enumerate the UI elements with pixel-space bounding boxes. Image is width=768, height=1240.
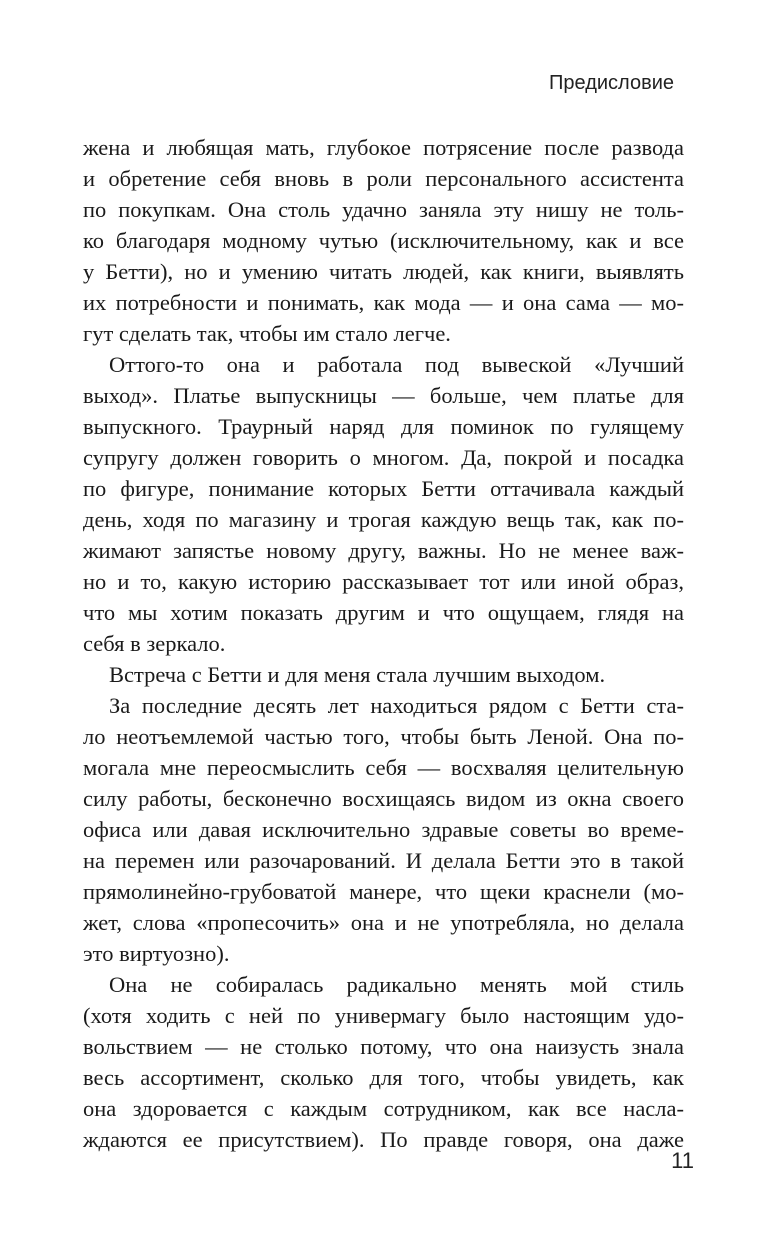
text-line: ко благодаря модному чутью (исключительному, как и все [83, 228, 684, 253]
text-line: прямолинейно-грубоватой манере, что щеки краснели (мо- [83, 879, 684, 904]
text-line: ждаются ее присутствием). По правде говоря, она даже [83, 1127, 684, 1152]
text-line: день, ходя по магазину и трогая каждую вещь так, как по- [83, 507, 684, 532]
text-line: жет, слова «пропесочить» она и не употребляла, но делала [83, 910, 684, 935]
text-line: их потребности и понимать, как мода — и она сама — мо- [83, 290, 684, 315]
paragraph [83, 349, 684, 659]
text-line: ло неотъемлемой частью того, чтобы быть Леной. Она по- [83, 724, 684, 749]
text-line: гут сделать так, чтобы им стало легче. [83, 321, 451, 346]
text-line: она здоровается с каждым сотрудником, как все насла- [83, 1096, 684, 1121]
paragraph [83, 969, 684, 1155]
body-text [83, 132, 684, 1155]
text-line: офиса или давая исключительно здравые советы во време- [83, 817, 684, 842]
text-line: но и то, какую историю рассказывает тот или иной образ, [83, 569, 684, 594]
text-line: выход». Платье выпускницы — больше, чем платье для [83, 383, 684, 408]
paragraph [83, 132, 684, 349]
text-line: силу работы, бесконечно восхищаясь видом из окна своего [83, 786, 684, 811]
text-line: это виртуозно). [83, 941, 230, 966]
text-line: Встреча с Бетти и для меня стала лучшим выходом. [109, 662, 606, 687]
text-line: жимают запястье новому другу, важны. Но не менее важ- [83, 538, 684, 563]
text-line: по фигуре, понимание которых Бетти оттачивала каждый [83, 476, 684, 501]
text-line: вольствием — не столько потому, что она наизусть знала [83, 1034, 684, 1059]
text-line: Оттого-то она и работала под вывеской «Лучший [109, 352, 684, 377]
text-line: могала мне переосмыслить себя — восхваляя целительную [83, 755, 684, 780]
text-line: жена и любящая мать, глубокое потрясение после развода [83, 135, 684, 160]
paragraph [83, 690, 684, 969]
text-line: (хотя ходить с ней по универмагу было настоящим удо- [83, 1003, 684, 1028]
text-line: по покупкам. Она столь удачно заняла эту нишу не толь- [83, 197, 684, 222]
text-line: на перемен или разочарований. И делала Бетти это в такой [83, 848, 684, 873]
paragraph [83, 659, 684, 690]
text-line: себя в зеркало. [83, 631, 226, 656]
text-line: что мы хотим показать другим и что ощущаем, глядя на [83, 600, 684, 625]
text-line: За последние десять лет находиться рядом с Бетти ста- [109, 693, 684, 718]
text-line: Она не собиралась радикально менять мой стиль [109, 972, 684, 997]
text-line: супругу должен говорить о многом. Да, покрой и посадка [83, 445, 684, 470]
text-line: выпускного. Траурный наряд для поминок по гулящему [83, 414, 684, 439]
running-head: Предисловие [549, 72, 674, 94]
text-line: весь ассортимент, сколько для того, чтобы увидеть, как [83, 1065, 684, 1090]
page-number: 11 [671, 1148, 694, 1173]
text-line: у Бетти), но и умению читать людей, как книги, выявлять [83, 259, 684, 284]
text-line: и обретение себя вновь в роли персонального ассистента [83, 166, 684, 191]
